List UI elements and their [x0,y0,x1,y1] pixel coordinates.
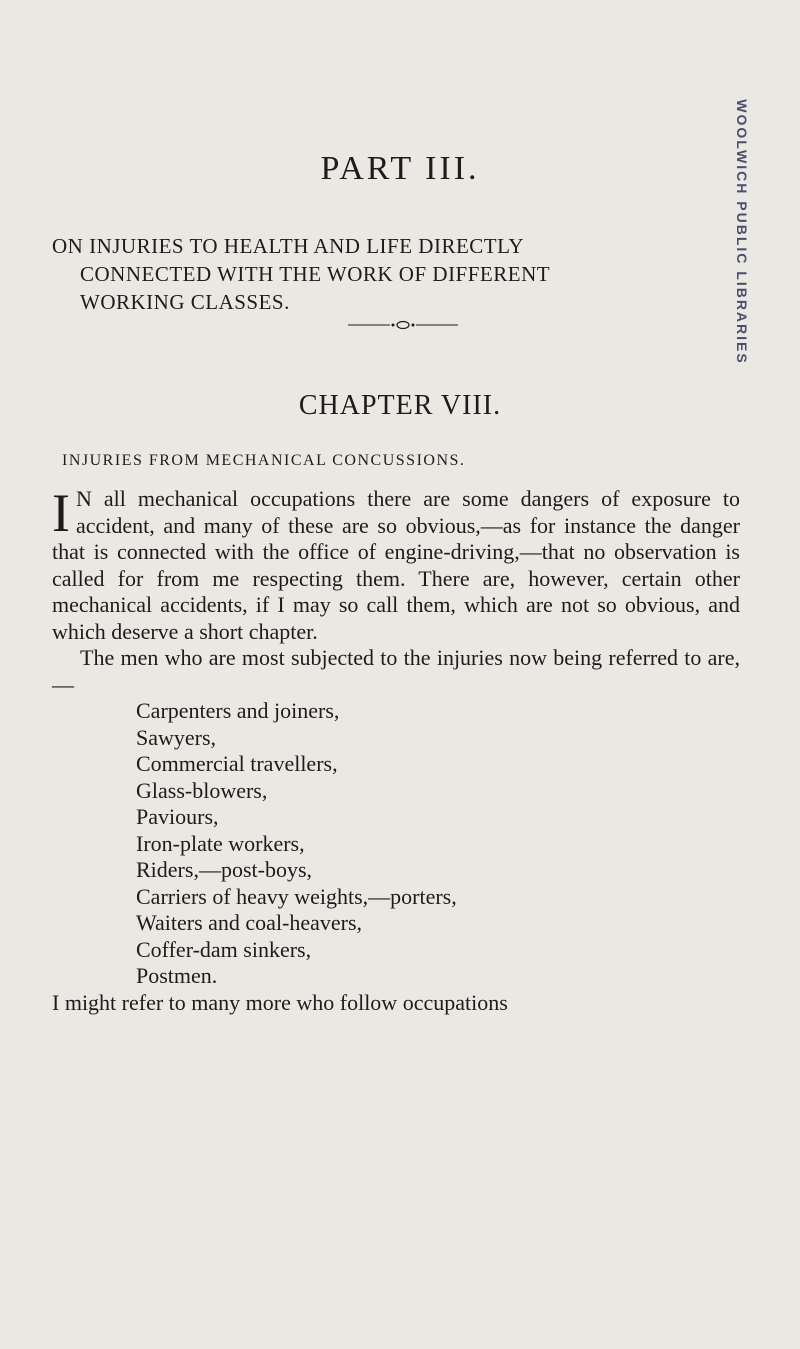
ornament-divider [348,320,458,330]
subtitle-line-1: ON INJURIES TO HEALTH AND LIFE DIRECTLY [52,234,525,258]
list-item: Paviours, [136,804,219,829]
list-item: Postmen. [136,963,218,988]
chapter-subtitle: INJURIES FROM MECHANICAL CONCUSSIONS. [62,452,466,469]
list-item: Waiters and coal-heavers, [136,910,363,935]
list-item: Carriers of heavy weights,—porters, [136,883,457,909]
paragraph-2: The men who are most subjected to the injuries now being referred to are,— [52,645,740,697]
paragraph-1 [52,483,740,645]
list-item: Riders,—post-boys, [136,857,312,882]
paragraph-1-text: N all mechanical occupations there are some dangers of exposure to accident, and many of these are so obvious,—as for instance the danger that is connected with the office of engine-driving,—that no observation is called for from me respecting them. There are, however, certain other mechanical accidents, if I may so call them, which are not so obvious, and which deserve a short chapter. [52,486,740,644]
occupations-list [52,698,740,990]
list-item: Commercial travellers, [136,751,338,776]
library-stamp: WOOLWICH PUBLIC LIBRARIES [734,99,750,365]
body-text [52,483,740,1016]
subtitle-line-3: WORKING CLASSES. [80,290,290,314]
list-item: Glass-blowers, [136,777,268,803]
drop-cap: I [52,483,70,543]
chapter-title: CHAPTER VIII. [298,390,502,421]
part-subtitle [52,232,752,316]
list-item: Carpenters and joiners, [136,698,340,723]
subtitle-line-2: CONNECTED WITH THE WORK OF DIFFERENT [80,262,551,286]
list-item: Iron-plate workers, [136,830,305,856]
list-item: Sawyers, [136,724,217,750]
paragraph-3: I might refer to many more who follow occupations [52,989,508,1015]
list-item: Coffer-dam sinkers, [136,936,312,962]
part-title: PART III. [320,150,480,187]
